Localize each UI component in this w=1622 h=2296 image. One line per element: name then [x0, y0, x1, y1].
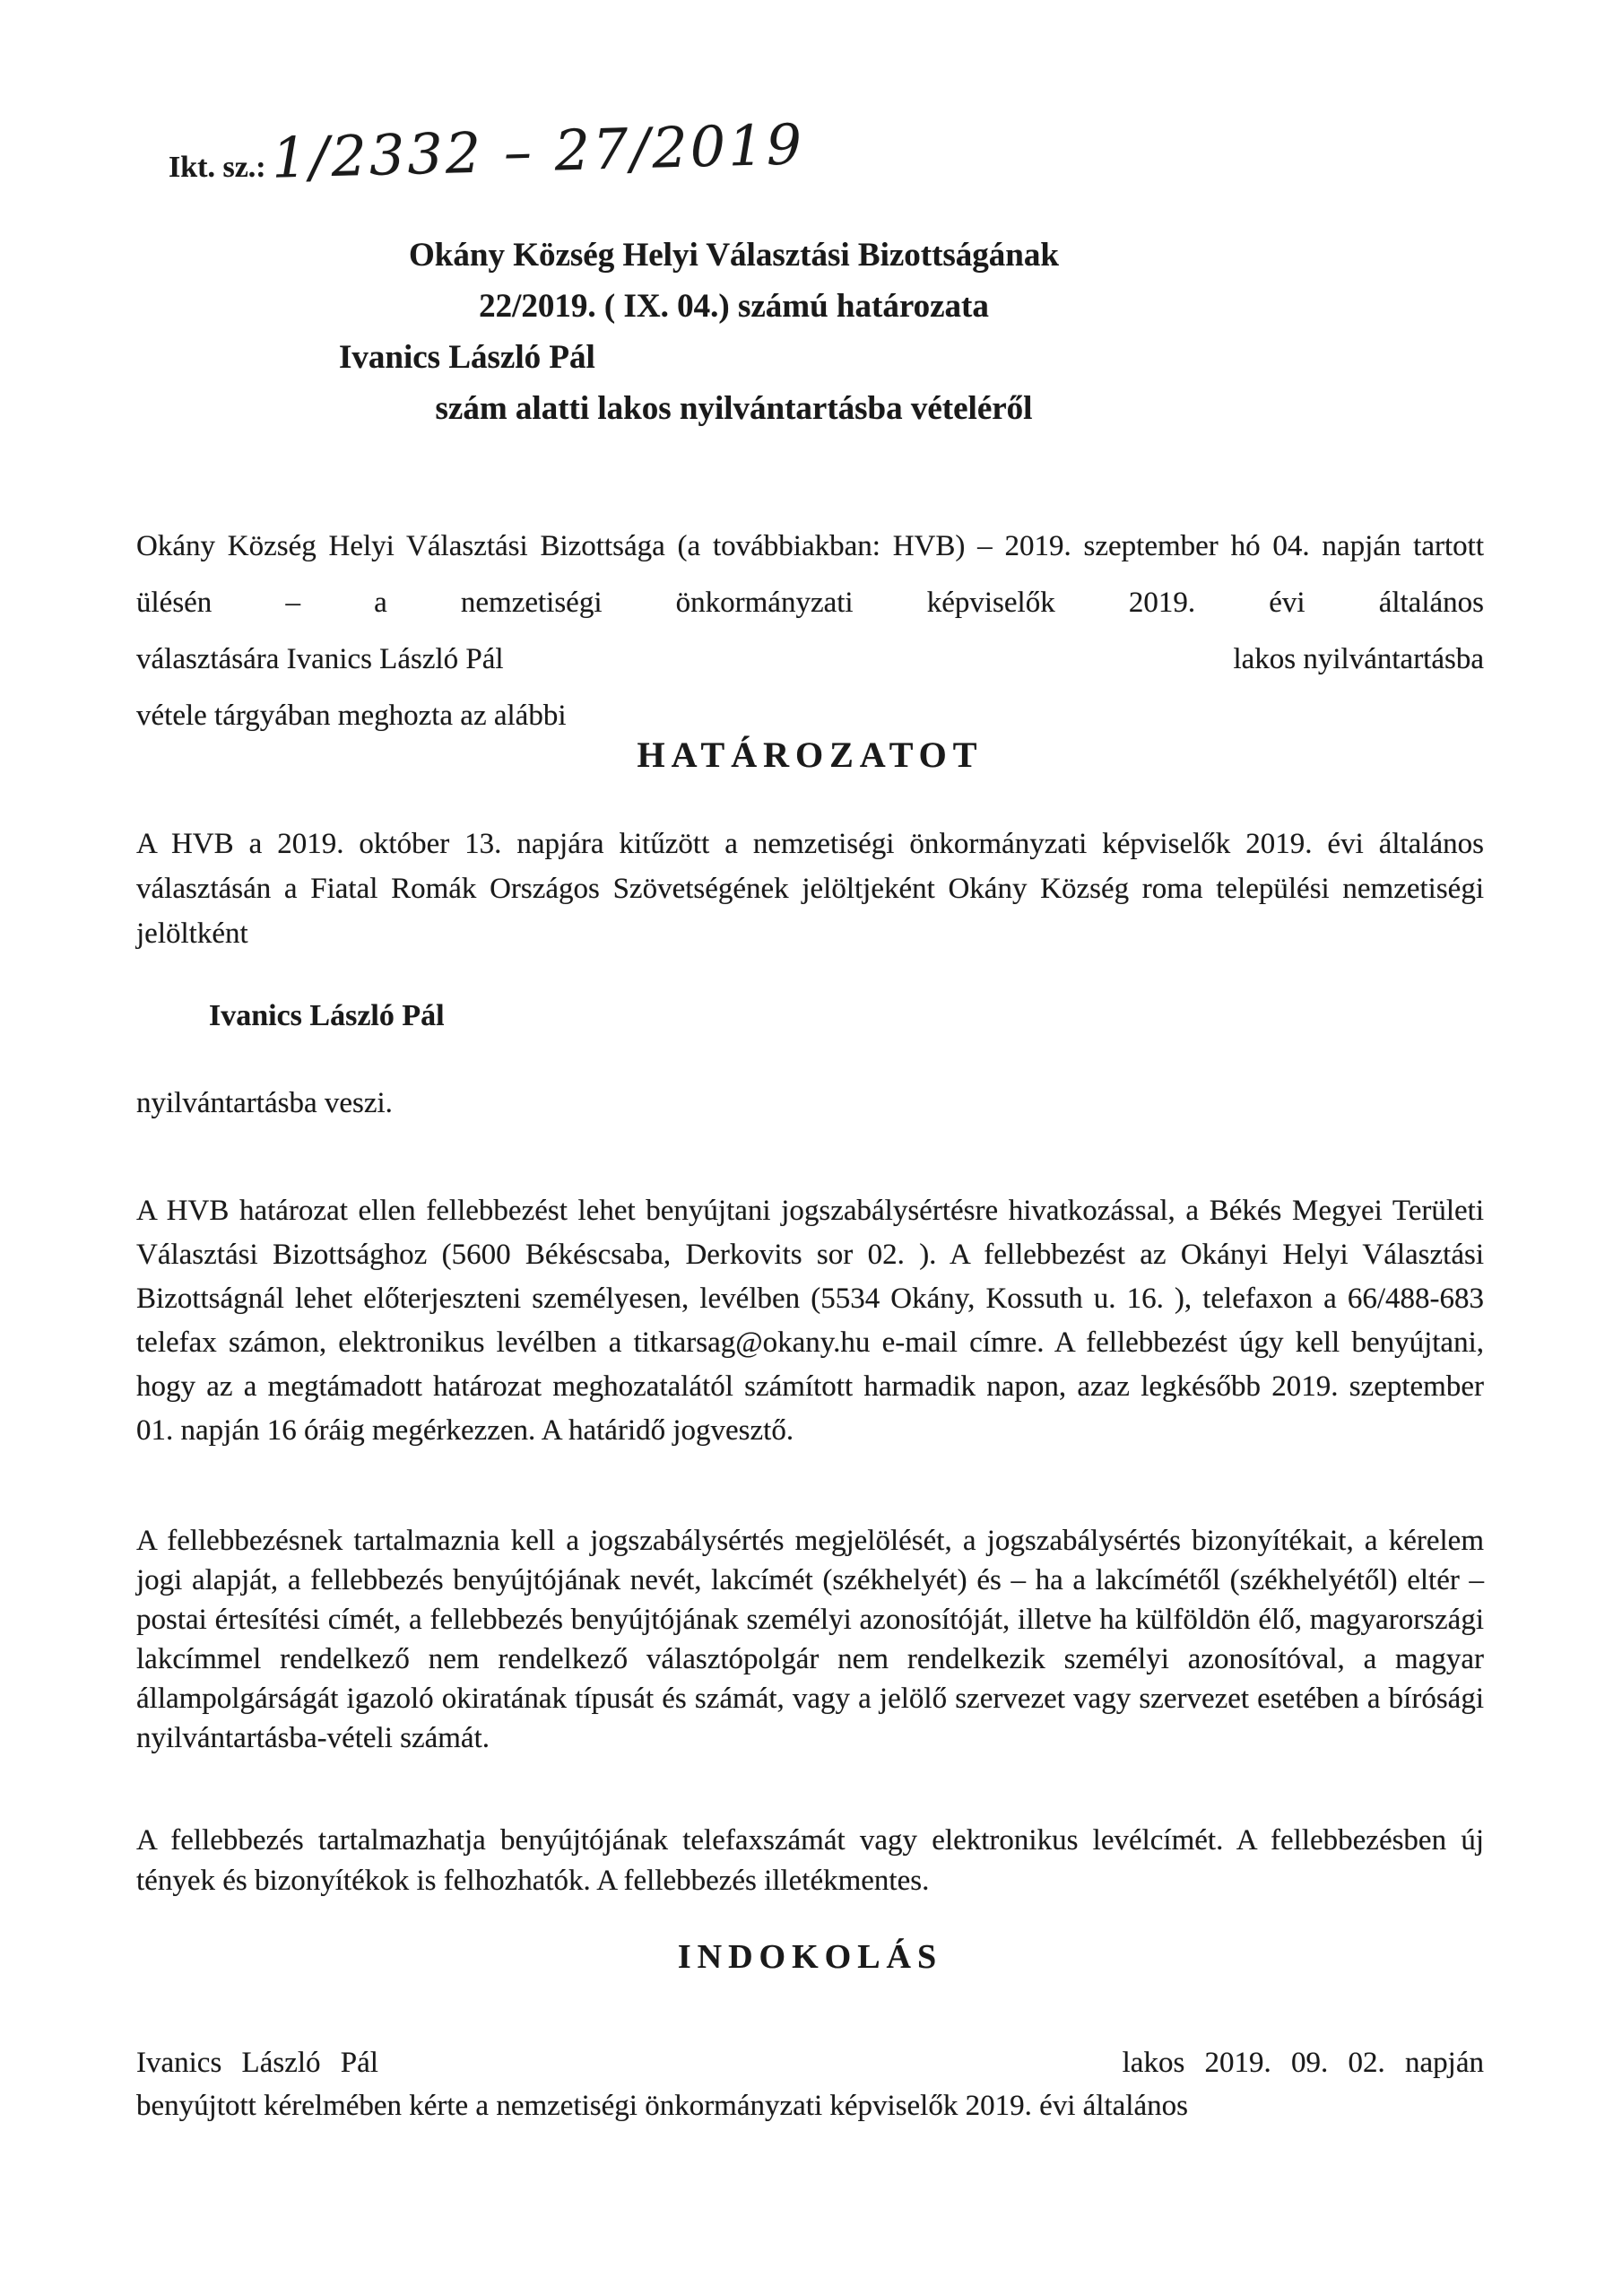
- reasoning-heading: INDOKOLÁS: [677, 1938, 943, 1976]
- reasoning-paragraph: [136, 2041, 1484, 2127]
- intro-redacted-line: [136, 631, 1484, 688]
- title-decision-number: 22/2019. ( IX. 04.) számú határozata: [479, 288, 989, 325]
- reasoning-redacted-line: [136, 2041, 1484, 2084]
- reasoning-name: Ivanics László Pál: [136, 2047, 378, 2079]
- reasoning-date-text: lakos 2019. 09. 02. napján: [1122, 2047, 1484, 2079]
- title-subject: szám alatti lakos nyilvántartásba vételéről: [435, 390, 1033, 427]
- appeal-requirements-paragraph: A fellebbezésnek tartalmaznia kell a jogszabálysértés megjelölését, a jogszabálysértés bizonyítékait, a kérelem jogi alapját, a fellebbezés benyújtójának nevét, lakcímét (székhelyét) és – ha a lakcímétől (székhelyétől) eltér – postai értesítési címét, a fellebbezés benyújtójának személyi azonosítóját, illetve ha külföldön élő, magyarországi lakcímmel rendelkező nem rendelkező választópolgár nem rendelkezik személyi azonosítóval, a magyar állampolgárságát igazoló okiratának típusát és számát, vagy a jelölő szervezet vagy szervezet esetében a bírósági nyilvántartásba-vételi számát.: [136, 1525, 1484, 1754]
- reasoning-line2: benyújtott kérelmében kérte a nemzetiségi önkormányzati képviselők 2019. évi általános: [136, 2090, 1188, 2122]
- registry-number-line: [169, 111, 976, 191]
- intro-text-left: választására Ivanics László Pál: [136, 643, 504, 675]
- intro-text-part3: vétele tárgyában meghozta az alábbi: [136, 700, 567, 732]
- registry-number-label: Ikt. sz.:: [169, 151, 266, 184]
- intro-text-part1: Okány Község Helyi Választási Bizottsága (a továbbiakban: HVB) – 2019. szeptember hó 04. napján tartott ülésén – a nemzetiségi önkormányzati képviselők 2019. évi általános: [136, 530, 1484, 619]
- title-person-name: Ivanics László Pál: [339, 339, 595, 376]
- appeal-extra-paragraph: A fellebbezés tartalmazhatja benyújtójának telefaxszámát vagy elektronikus levélcímét. A fellebbezésben új tények és bizonyítékok is felhozhatók. A fellebbezés illetékmentes.: [136, 1824, 1484, 1897]
- decision-body-paragraph: A HVB a 2019. október 13. napjára kitűzött a nemzetiségi önkormányzati képviselők 2019. évi általános választásán a Fiatal Romák Országos Szövetségének jelöltjeként Okány Község roma települési nemzetiségi jelöltként: [136, 828, 1484, 950]
- title-committee-name: Okány Község Helyi Választási Bizottságának: [409, 237, 1059, 274]
- registers-line: nyilvántartásba veszi.: [136, 1087, 393, 1119]
- candidate-name-line: Ivanics László Pál: [209, 999, 445, 1032]
- intro-text-right: lakos nyilvántartásba: [1233, 643, 1484, 675]
- intro-paragraph: [136, 518, 1484, 744]
- appeal-paragraph: A HVB határozat ellen fellebbezést lehet benyújtani jogszabálysértésre hivatkozással, a Békés Megyei Területi Választási Bizottsághoz (5600 Békéscsaba, Derkovits sor 02. ). A fellebbezést az Okányi Helyi Választási Bizottságnál lehet előterjeszteni személyesen, levélben (5534 Okány, Kossuth u. 16. ), telefaxon a 66/488-683 telefax számon, elektronikus levélben a titkarsag@okany.hu e-mail címre. A fellebbezést úgy kell benyújtani, hogy az a megtámadott határozat meghozatalától számított harmadik napon, azaz legkésőbb 2019. szeptember 01. napján 16 óráig megérkezzen. A határidő jogvesztő.: [136, 1195, 1484, 1447]
- registry-number-handwritten: 1/2332 – 27/2019: [270, 111, 805, 191]
- decision-heading: HATÁROZATOT: [637, 735, 984, 775]
- document-title-block: [136, 230, 1484, 434]
